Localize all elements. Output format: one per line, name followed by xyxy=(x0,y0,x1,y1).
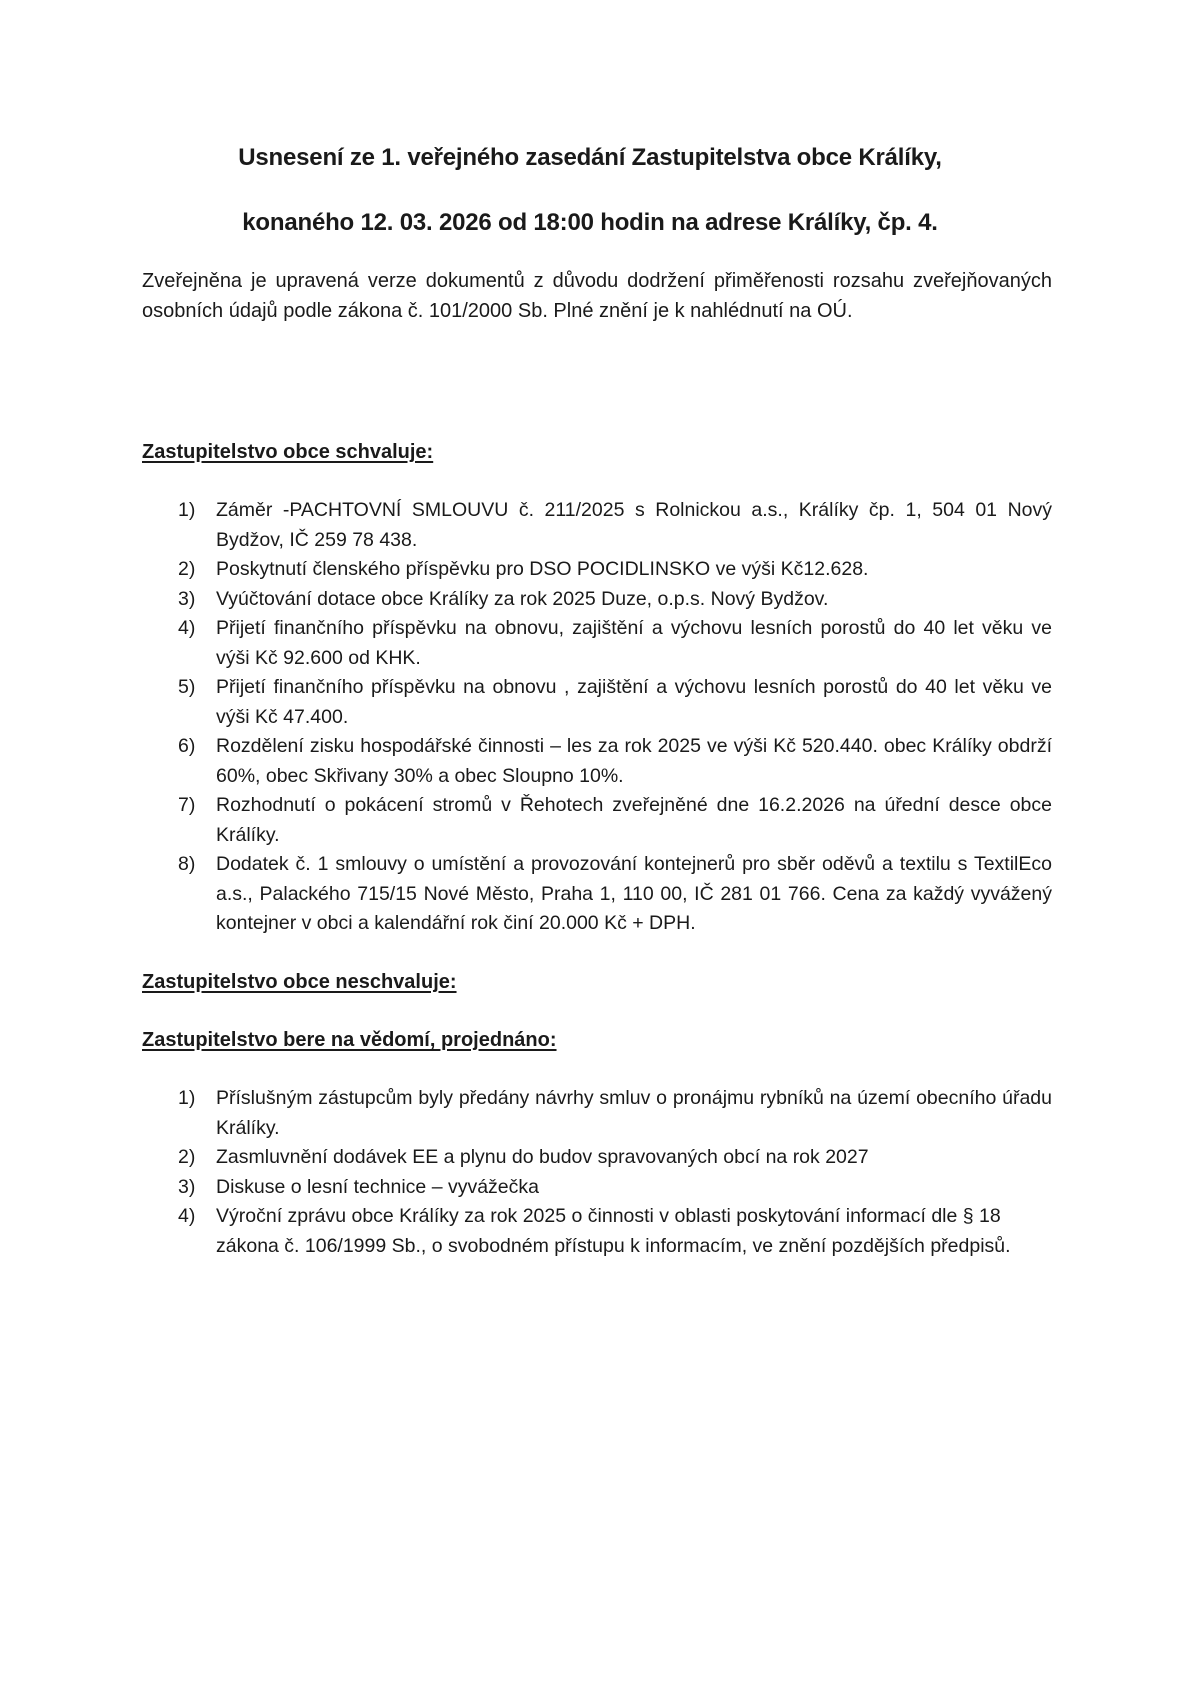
list-item-number: 5) xyxy=(178,676,196,698)
approves-heading: Zastupitelstvo obce schvaluje: xyxy=(142,441,434,463)
list-item-number: 1) xyxy=(178,1087,196,1109)
list-item-number: 3) xyxy=(178,1175,196,1198)
document-title-line1: Usnesení ze 1. veřejného zasedání Zastupitelstva obce Králíky, xyxy=(238,144,942,171)
list-item xyxy=(142,791,1052,850)
list-item-number: 3) xyxy=(178,587,196,610)
intro-paragraph: Zveřejněna je upravená verze dokumentů z důvodu dodržení přiměřenosti rozsahu zveřejňovaných osobních údajů podle zákona č. 101/2000 Sb. Plné znění je k nahlédnutí na OÚ. xyxy=(142,270,1052,322)
list-item-number: 8) xyxy=(178,853,196,875)
list-item xyxy=(142,673,1052,732)
list-item xyxy=(142,585,1052,615)
list-item xyxy=(142,614,1052,673)
list-item-text: Rozhodnutí o pokácení stromů v Řehotech zveřejněné dne 16.2.2026 na úřední desce obce Králíky. xyxy=(216,794,1052,846)
notes-list xyxy=(142,1084,1052,1261)
list-item-text: Příslušným zástupcům byly předány návrhy smluv o pronájmu rybníků na území obecního úřadu Králíky. xyxy=(216,1087,1052,1139)
list-item-text: Přijetí finančního příspěvku na obnovu , zajištění a výchovu lesních porostů do 40 let věku ve výši Kč 47.400. xyxy=(216,676,1052,728)
list-item-number: 4) xyxy=(178,1205,196,1227)
list-item-number: 1) xyxy=(178,499,196,521)
list-item-text: Rozdělení zisku hospodářské činnosti – les za rok 2025 ve výši Kč 520.440. obec Králíky obdrží 60%, obec Skřivany 30% a obec Sloupno 10%. xyxy=(216,735,1052,787)
list-item xyxy=(142,732,1052,791)
list-item-number: 7) xyxy=(178,794,196,816)
document-title-line2: konaného 12. 03. 2026 od 18:00 hodin na adrese Králíky, čp. 4. xyxy=(242,209,938,236)
list-item xyxy=(142,496,1052,555)
list-item xyxy=(142,1202,1052,1261)
list-item xyxy=(142,1173,1052,1203)
list-item xyxy=(142,1143,1052,1173)
approves-list xyxy=(142,496,1052,939)
list-item-text: Záměr -PACHTOVNÍ SMLOUVU č. 211/2025 s Rolnickou a.s., Králíky čp. 1, 504 01 Nový Bydžov, IČ 259 78 438. xyxy=(216,499,1052,551)
list-item-text: Dodatek č. 1 smlouvy o umístění a provozování kontejnerů pro sběr oděvů a textilu s TextilEco a.s., Palackého 715/15 Nové Město, Praha 1, 110 00, IČ 281 01 766. Cena za každý vyvážený kontejner v obci a kalendářní rok činí 20.000 Kč + DPH. xyxy=(216,853,1052,934)
list-item-number: 6) xyxy=(178,735,196,757)
list-item-text: Vyúčtování dotace obce Králíky za rok 2025 Duze, o.p.s. Nový Bydžov. xyxy=(216,587,829,610)
rejects-heading: Zastupitelstvo obce neschvaluje: xyxy=(142,971,457,993)
list-item-number: 4) xyxy=(178,617,196,639)
list-item-text: Přijetí finančního příspěvku na obnovu, zajištění a výchovu lesních porostů do 40 let věku ve výši Kč 92.600 od KHK. xyxy=(216,617,1052,669)
notes-heading: Zastupitelstvo bere na vědomí, projednáno: xyxy=(142,1029,557,1051)
list-item-text: Poskytnutí členského příspěvku pro DSO POCIDLINSKO ve výši Kč12.628. xyxy=(216,558,869,580)
list-item xyxy=(142,850,1052,939)
list-item-number: 2) xyxy=(178,1146,196,1168)
list-item-text: Zasmluvnění dodávek EE a plynu do budov spravovaných obcí na rok 2027 xyxy=(216,1146,869,1168)
list-item-number: 2) xyxy=(178,558,196,580)
list-item-text: Výroční zprávu obce Králíky za rok 2025 o činnosti v oblasti poskytování informací dle § 18 zákona č. 106/1999 Sb., o svobodném přístupu k informacím, ve znění pozdějších předpisů. xyxy=(216,1205,1011,1257)
list-item-text: Diskuse o lesní technice – vyvážečka xyxy=(216,1175,539,1198)
list-item xyxy=(142,555,1052,585)
list-item xyxy=(142,1084,1052,1143)
